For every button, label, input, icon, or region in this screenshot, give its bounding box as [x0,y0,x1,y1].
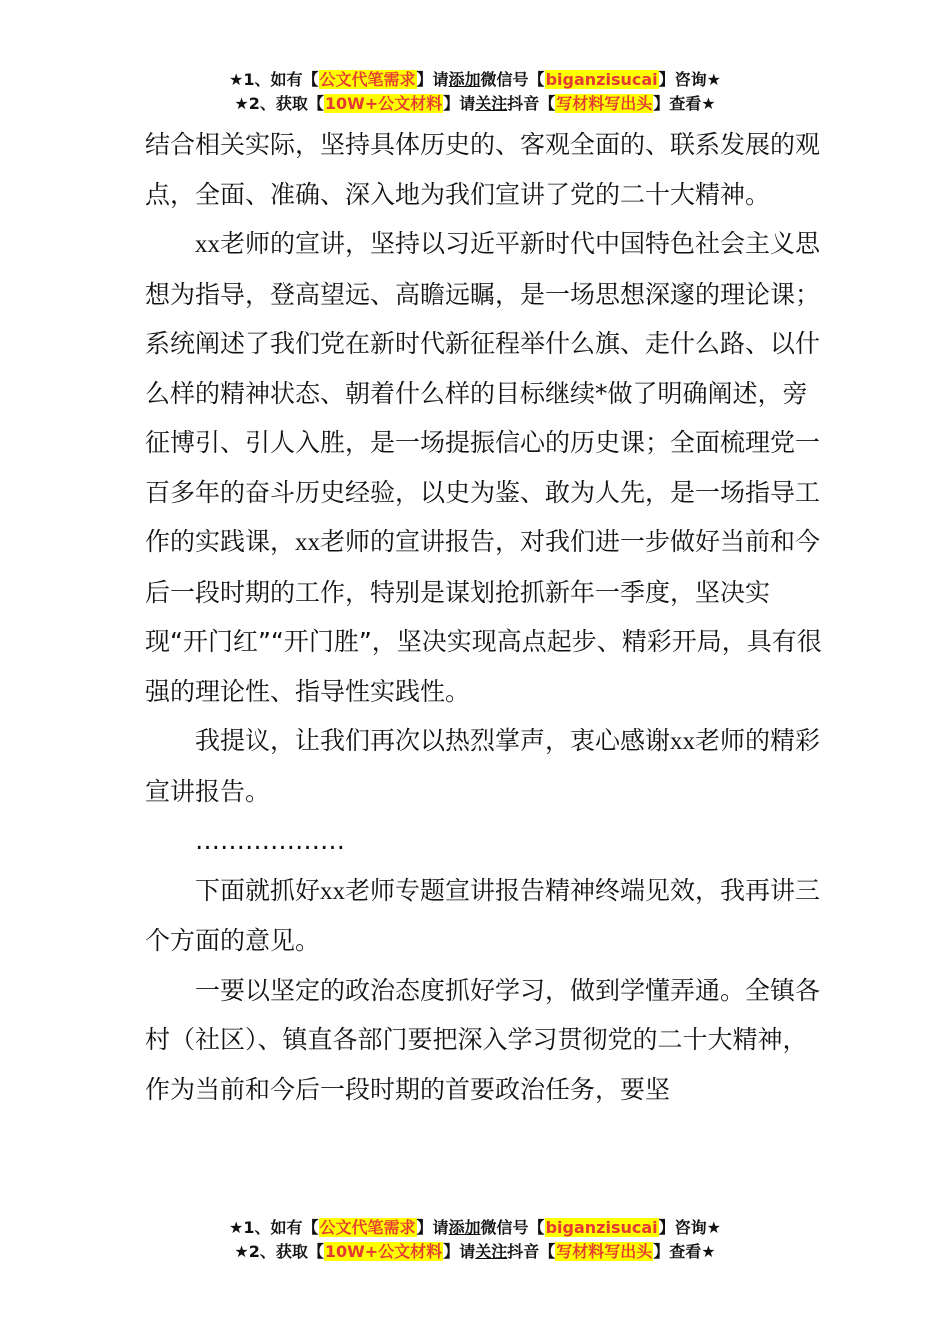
paragraph-2 [145,219,825,716]
paragraph-text: 老师的精彩宣讲报告。 [145,726,821,806]
banner-text: 】请 [443,94,476,113]
banner-text: ★2、获取【 [234,1242,324,1261]
document-body [145,120,825,1114]
paragraph-text: 老师的宣讲，坚持以习近平新时代中国特色社会主义思想为指导，登高望远、高瞻远瞩，是一场思想深邃的理论课；系统阐述了我们党在新时代新征程举什么旗、走什么路、以什么样的精神状态、朝着什么样的目标继续*做了明确阐述，旁征博引、引人入胜，是一场提振信心的历史课；全面梳理党一百多年的奋斗历史经验，以史为鉴、敢为人先，是一场指导工作的实践课， [145,229,821,556]
banner-douyin-id: 写材料写出头 [556,1242,653,1261]
paragraph-6: 一要以坚定的政治态度抓好学习，做到学懂弄通。全镇各村（社区）、镇直各部门要把深入学习贯彻党的二十大精神，作为当前和今后一段时期的首要政治任务，要坚 [145,975,821,1104]
header-banner [0,68,950,116]
banner-wechat-id: biganzisucai [545,1218,658,1237]
banner-text: 】查看★ [653,94,716,113]
paragraph-1: 结合相关实际，坚持具体历史的、客观全面的、联系发展的观点，全面、准确、深入地为我们宣讲了党的二十大精神。 [145,130,821,209]
banner-text: ★1、如有【 [229,1218,319,1237]
banner-text: 】咨询★ [658,70,721,89]
banner-wechat-id: biganzisucai [545,70,658,89]
banner-text: 微信号【 [480,70,545,89]
banner-underlined: 关注 [475,1242,508,1261]
placeholder-name: xx [295,529,321,556]
banner-text: 抖音【 [507,94,556,113]
banner-text: 】咨询★ [658,1218,721,1237]
banner-text: 抖音【 [507,1242,556,1261]
banner-text: 】请 [416,70,449,89]
banner-line-2 [0,1240,950,1264]
banner-text: ★2、获取【 [234,94,324,113]
paragraph-3 [145,716,825,816]
banner-highlight: 公文代笔需求 [319,70,416,89]
banner-douyin-id: 写材料写出头 [556,94,653,113]
banner-line-2 [0,92,950,116]
ellipsis-separator: ……………… [195,826,345,855]
banner-text: 微信号【 [480,1218,545,1237]
banner-text: 】请 [416,1218,449,1237]
banner-underlined: 关注 [475,94,508,113]
placeholder-name: xx [195,231,220,258]
paragraph-5 [145,866,825,966]
banner-text: 】请 [443,1242,476,1261]
banner-text: ★1、如有【 [229,70,319,89]
paragraph-text: 下面就抓好 [195,875,321,905]
footer-banner [0,1216,950,1264]
banner-text: 】查看★ [653,1242,716,1261]
paragraph-text: 我提议，让我们再次以热烈掌声，衷心感谢 [195,726,671,755]
banner-underlined: 添加 [448,1218,481,1237]
banner-underlined: 添加 [448,70,481,89]
banner-highlight: 10W+公文材料 [324,94,443,113]
banner-highlight: 公文代笔需求 [319,1218,416,1237]
banner-line-1 [0,68,950,92]
banner-line-1 [0,1216,950,1240]
banner-highlight: 10W+公文材料 [324,1242,443,1261]
placeholder-name: xx [670,728,696,755]
placeholder-name: xx [320,877,346,905]
paragraph-text: 老师专题宣讲报告精神终端见效，我再讲三个方面的意见。 [145,875,821,955]
paragraph-text: 老师的宣讲报告，对我们进一步做好当前和今后一段时期的工作，特别是谋划抢抓新年一季度，坚决实现“开门红”“开门胜”，坚决实现高点起步、精彩开局，具有很强的理论性、指导性实践性。 [145,527,822,706]
